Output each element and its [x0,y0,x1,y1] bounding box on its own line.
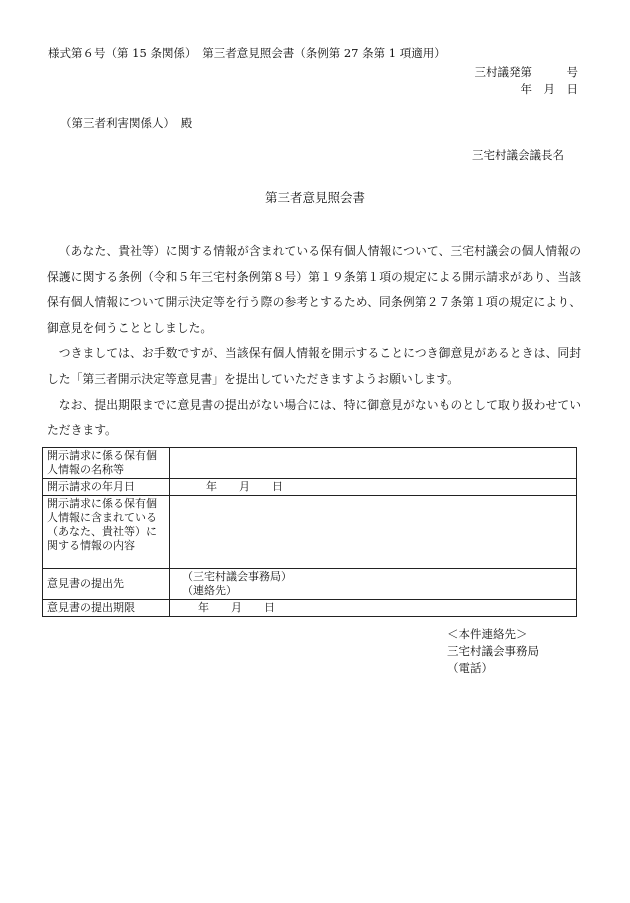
table-row [43,448,577,479]
addressee: （第三者利害関係人） 殿 [60,116,193,130]
body-text [47,239,581,444]
row-label: 意見書の提出期限 [43,600,170,617]
submission-destination [170,569,577,600]
row-label: 意見書の提出先 [43,569,170,600]
deadline-value: 年 月 日 [170,600,577,617]
document-number: 三村議発第 号 [474,65,578,79]
body-paragraph-3: なお、提出期限までに意見書の提出がない場合には、特に御意見がないものとして取り扱わせていただきます。 [47,397,581,438]
contact-heading: ＜本件連絡先＞ [447,627,528,641]
row-label: 開示請求に係る保有個人情報に含まれている（あなた、貴社等）に関する情報の内容 [43,496,170,569]
table-row [43,600,577,617]
sender-name: 三宅村議会議長名 [472,148,564,162]
contact-block [447,626,539,677]
row-value [170,448,577,479]
contact-phone: （電話） [447,661,493,675]
destination-office: （三宅村議会事務局） [182,570,292,583]
request-info-table [42,447,577,617]
request-date-value: 年 月 日 [170,479,577,496]
body-paragraph-2: つきましては、お手数ですが、当該保有個人情報を開示することにつき御意見があるときは、同封した「第三者開示決定等意見書」を提出していただきますようお願いします。 [47,346,581,386]
document-title: 第三者意見照会書 [264,190,365,205]
document-date: 年 月 日 [520,82,578,96]
table-row [43,479,577,496]
row-value [170,496,577,569]
destination-contact: （連絡先） [182,584,237,597]
row-label: 開示請求に係る保有個人情報の名称等 [43,448,170,479]
form-number-line: 様式第６号（第 15 条関係） 第三者意見照会書（条例第 27 条第 1 項適用） [48,46,446,60]
contact-office: 三宅村議会事務局 [447,644,539,658]
table-row [43,496,577,569]
table-row [43,569,577,600]
body-paragraph-1: （あなた、貴社等）に関する情報が含まれている保有個人情報について、三宅村議会の個人情報の保護に関する条例（令和５年三宅村条例第８号）第１９条第１項の規定による開示請求があり、当該保有個人情報について開示決定等を行う際の参考とするため、同条例第２７条第１項の規定により、御意見を伺うこととしました。 [47,244,581,335]
row-label: 開示請求の年月日 [43,479,170,496]
